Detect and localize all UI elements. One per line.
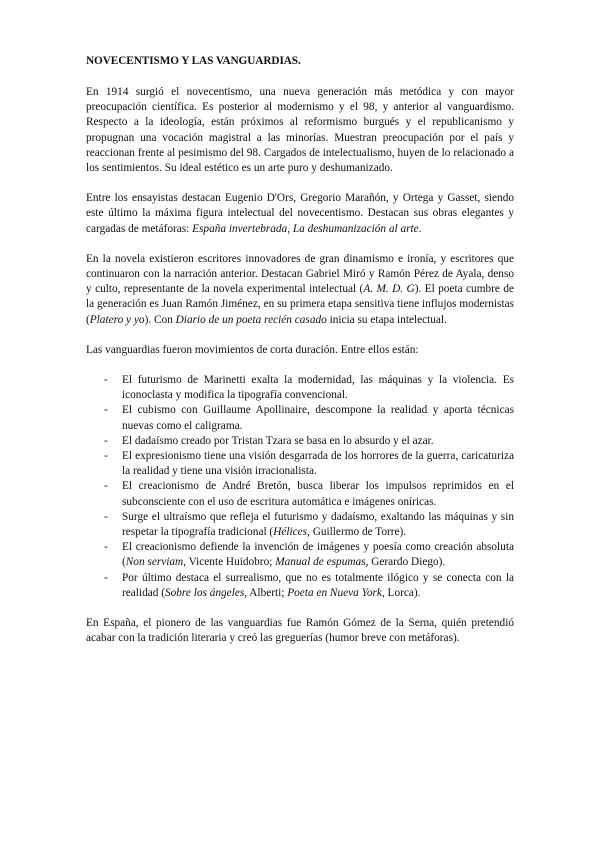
paragraph-novela-text-2: ). El poeta cumbre de la generación es Juan Ramón Jiménez, en su primera etapa sensitiva tiene influjos modernistas ( [86, 283, 514, 326]
list-item-text: Surge el ultraísmo que refleja el futurismo y dadaísmo, exaltando las máquinas y sin respetar la tipografía tradicional ( [122, 510, 514, 539]
work-title: Non serviam [125, 556, 184, 569]
list-item-text: El creacionismo defiende la invención de imágenes y poesía como creación absoluta ( [122, 541, 514, 569]
list-item-surrealismo [122, 571, 514, 601]
document-title: NOVECENTISMO Y LAS VANGUARDIAS. [86, 55, 301, 67]
list-item-text: , Alberti; [244, 586, 288, 599]
work-title: Sobre los ángeles [164, 586, 245, 599]
paragraph-novela [86, 252, 514, 328]
list-item-ultraismo [122, 510, 514, 540]
list-item-expresionismo: - El expresionismo tiene una visión desgarrada de los horrores de la guerra, caricaturiza la realidad y tiene una visión irracionalista. [122, 449, 514, 479]
paragraph-vanguardias-intro: Las vanguardias fueron movimientos de corta duración. Entre ellos están: [86, 343, 419, 356]
work-title: Platero y yo [89, 313, 145, 326]
list-item-creacionismo [122, 540, 514, 570]
list-item-text: , Guillermo de Torre). [307, 526, 407, 539]
punctuation: . [418, 222, 422, 235]
list-item-creacionismo-breton: - El creacionismo de André Bretón, busca liberar los impulsos reprimidos en el subconsciente con el uso de escritura automática e imágenes oníricas. [122, 479, 514, 509]
work-title: Hélices [273, 526, 308, 539]
paragraph-novela-text: En la novela existieron escritores innovadores de gran dinamismo e ironía, y escritores que continuaron con la narración anterior. Destacan Gabriel Miró y Ramón Pérez de Ayala, denso y culto, representante de la novela experimental intelectual ( [86, 252, 514, 296]
paragraph-espana: En España, el pionero de las vanguardias fue Ramón Gómez de la Serna, quién pretendió acabar con la tradición literaria y creó las greguerías (humor breve con metáforas). [86, 617, 514, 645]
work-title: La deshumanización al arte [292, 222, 419, 235]
paragraph-ensayistas-text: Entre los ensayistas destacan Eugenio D'Ors, Gregorio Marañón, y Ortega y Gasset, siendo este último la máxima figura intelectual del novecentismo. Destacan sus obras elegantes y cargadas de metáforas: [86, 192, 514, 235]
work-title: España invertebrada [192, 222, 288, 235]
paragraph-novela-text-4: inicia su etapa intelectual. [326, 313, 447, 326]
document-body [86, 54, 514, 662]
list-item-dadaismo: - El dadaísmo creado por Tristan Tzara se basa en lo absurdo y el azar. [122, 434, 514, 449]
work-title: A. M. D. G [363, 283, 415, 296]
list-item-text: , Vicente Huidobro; [183, 556, 276, 569]
list-item-text: , Lorca). [381, 586, 421, 599]
list-item-text: , Gerardo Diego). [365, 556, 446, 569]
list-item-text: Por último destaca el surrealismo, que no es totalmente ilógico y se conecta con la realidad ( [122, 571, 514, 599]
vanguardias-list [86, 373, 514, 601]
paragraph-novecentismo-intro: En 1914 surgió el novecentismo, una nueva generación más metódica y con mayor preocupación científica. Es posterior al modernismo y el 98, y anterior al vanguardismo. Respecto a la ideología, están próximos al reformismo burgués y el republicanismo y propugnan una vocación magistral a las minorías. Muestran preocupación por el país y reaccionan frente al pesimismo del 98. Cargados de intelectualismo, huyen de lo relacionado a los sentimientos. Su ideal estético es un arte puro y deshumanizado. [86, 86, 514, 175]
separator: , [287, 222, 293, 235]
list-item-cubismo: - El cubismo con Guillaume Apollinaire, descompone la realidad y aporta técnicas nuevas como el caligrama. [122, 403, 514, 433]
work-title: Manual de espumas [275, 556, 366, 569]
work-title: Poeta en Nueva York [287, 586, 382, 599]
work-title: Diario de un poeta recién casado [175, 313, 327, 326]
paragraph-novela-text-3: ). Con [144, 313, 176, 326]
paragraph-ensayistas [86, 191, 514, 237]
list-item-futurismo: - El futurismo de Marinetti exalta la modernidad, las máquinas y la violencia. Es iconoclasta y modifica la tipografía convencional. [122, 373, 514, 403]
